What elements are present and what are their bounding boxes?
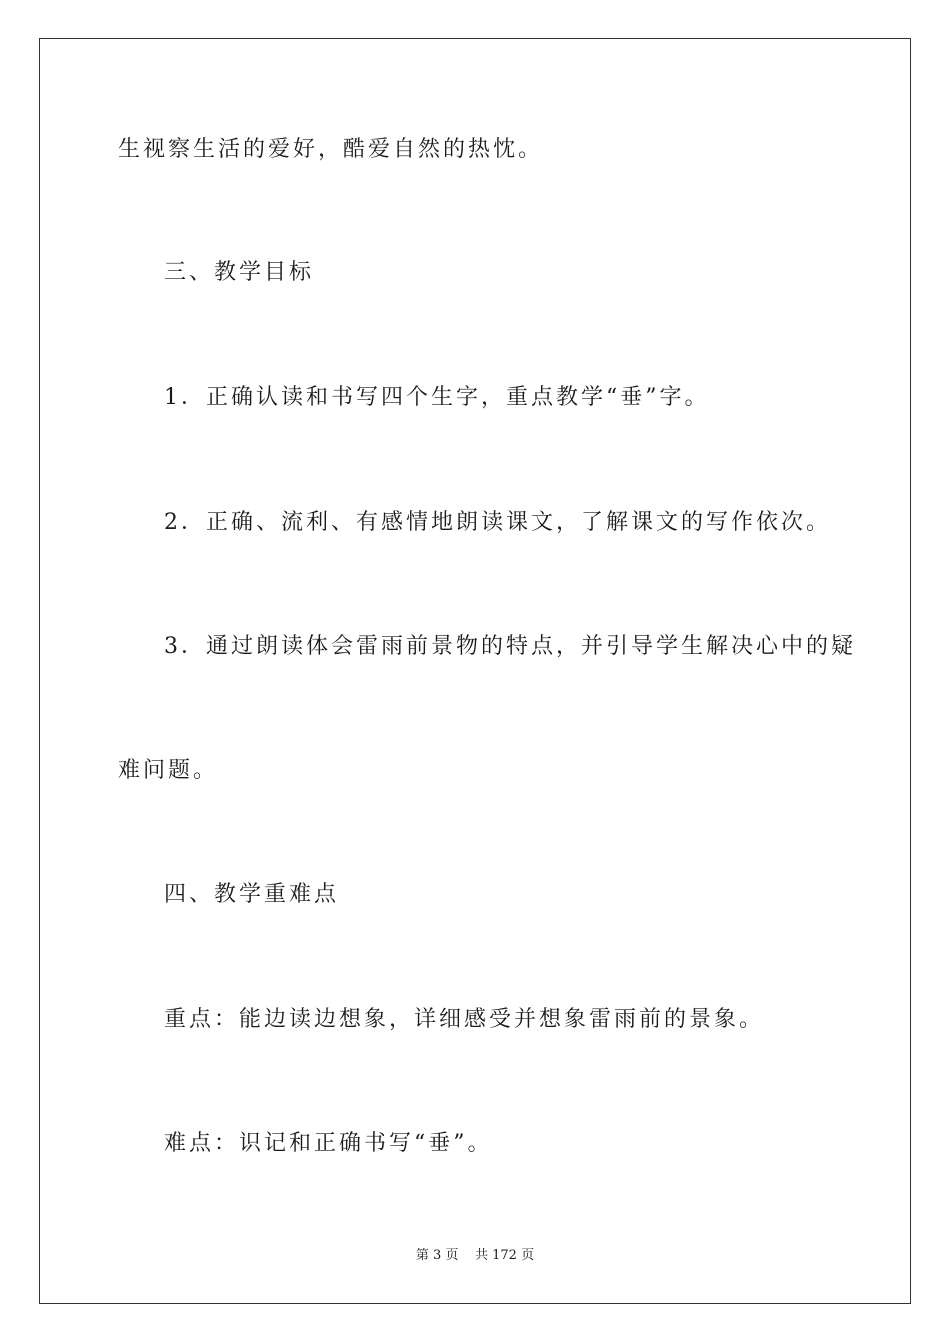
difficult-point-text: 难点：识记和正确书写“垂”。: [164, 1131, 493, 1156]
goal-item-1: 1．正确认读和书写四个生字，重点教学“垂”字。: [164, 385, 710, 410]
section-heading-teaching-goals: 三、教学目标: [164, 260, 315, 285]
section-heading-key-points: 四、教学重难点: [164, 882, 340, 907]
key-point-text: 重点：能边读边想象，详细感受并想象雷雨前的景象。: [164, 1007, 765, 1032]
goal-item-3-continuation: 难问题。: [118, 758, 219, 783]
page-number-footer: 第 3 页 共 172 页: [415, 1248, 535, 1263]
page-border: [39, 38, 911, 1304]
goal-item-3: 3．通过朗读体会雷雨前景物的特点，并引导学生解决心中的疑: [164, 634, 856, 659]
paragraph-line-continuation: 生视察生活的爱好，酷爱自然的热忱。: [118, 137, 544, 162]
goal-item-2: 2．正确、流利、有感情地朗读课文，了解课文的写作依次。: [164, 510, 831, 535]
